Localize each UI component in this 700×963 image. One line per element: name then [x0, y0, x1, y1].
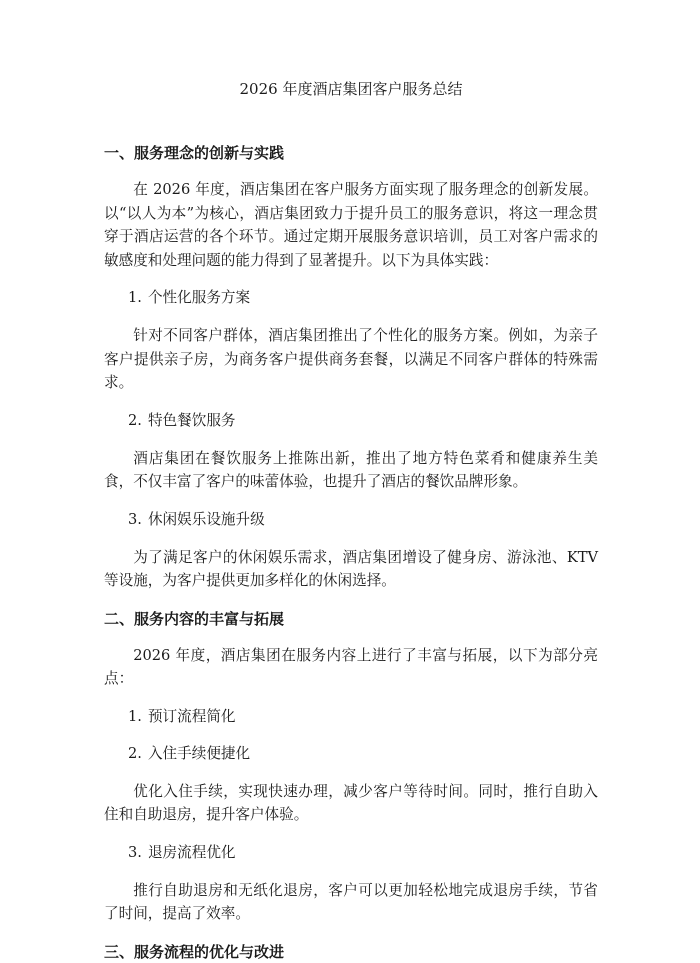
section-2-list-item-3 [104, 842, 598, 864]
section-2-item-2-paragraph: 优化入住手续，实现快速办理，减少客户等待时间。同时，推行自助入住和自助退房，提升客户体验。 [104, 782, 598, 823]
section-1-item-2-paragraph: 酒店集团在餐饮服务上推陈出新，推出了地方特色菜肴和健康养生美食，不仅丰富了客户的味蕾体验，也提升了酒店的餐饮品牌形象。 [104, 449, 598, 490]
section-2-list-item-2 [104, 743, 598, 765]
section-heading-2: 二、服务内容的丰富与拓展 [104, 609, 285, 628]
list-item-label: 入住手续便捷化 [147, 744, 251, 762]
list-item-label: 个性化服务方案 [147, 289, 251, 306]
list-item-label: 特色餐饮服务 [147, 411, 236, 429]
list-item-number: 2. [128, 411, 142, 429]
section-2-list-item-1 [104, 706, 598, 728]
list-item-label: 预订流程简化 [147, 707, 236, 725]
section-1-item-1-paragraph: 针对不同客户群体，酒店集团推出了个性化的服务方案。例如，为亲子客户提供亲子房，为商务客户提供商务套餐，以满足不同客户群体的特殊需求。 [104, 327, 598, 391]
section-1-list-item-1 [104, 287, 598, 309]
list-item-label: 休闲娱乐设施升级 [147, 510, 265, 528]
section-1-list-item-2 [104, 410, 598, 432]
list-item-number: 3. [128, 843, 142, 861]
document-title: 2026 年度酒店集团客户服务总结 [239, 80, 463, 98]
section-2-item-3-paragraph: 推行自助退房和无纸化退房，客户可以更加轻松地完成退房手续，节省了时间，提高了效率。 [104, 881, 598, 922]
list-item-number: 1. [128, 289, 142, 306]
section-1-intro-paragraph: 在 2026 年度，酒店集团在客户服务方面实现了服务理念的创新发展。以“以人为本”为核心，酒店集团致力于提升员工的服务意识，将这一理念贯穿于酒店运营的各个环节。通过定期开展服务意识培训，员工对客户需求的敏感度和处理问题的能力得到了显著提升。以下为具体实践： [104, 181, 598, 269]
section-1-item-3-paragraph: 为了满足客户的休闲娱乐需求，酒店集团增设了健身房、游泳池、KTV 等设施，为客户提供更加多样化的休闲选择。 [104, 548, 598, 589]
section-heading-3: 三、服务流程的优化与改进 [104, 942, 285, 961]
list-item-number: 3. [128, 510, 142, 528]
list-item-number: 2. [128, 744, 142, 762]
section-heading-1: 一、服务理念的创新与实践 [104, 144, 285, 162]
list-item-label: 退房流程优化 [147, 843, 236, 861]
section-1-list-item-3 [104, 509, 598, 531]
list-item-number: 1. [128, 707, 142, 725]
section-2-intro-paragraph: 2026 年度，酒店集团在服务内容上进行了丰富与拓展，以下为部分亮点： [104, 646, 598, 687]
